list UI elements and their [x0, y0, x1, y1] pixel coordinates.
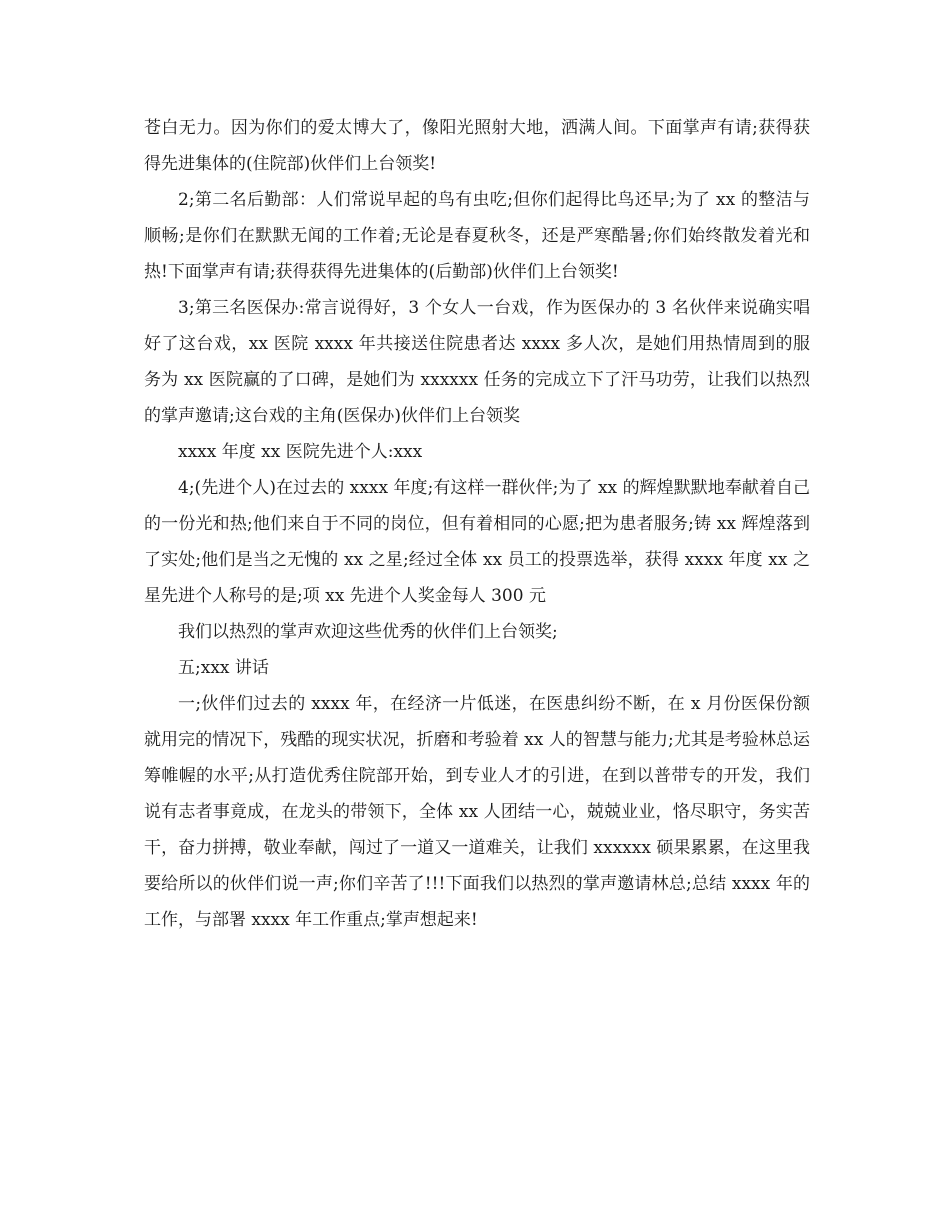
paragraph-8: 一;伙伴们过去的 xxxx 年，在经济一片低迷，在医患纠纷不断，在 x 月份医保份额就用完的情况下，残酷的现实状况，折磨和考验着 xx 人的智慧与能力;尤其是考验林总运筹帷幄的水平;从打造优秀住院部开始，到专业人才的引进，在到以普带专的开发，我们说有志者事竟成，在龙头的带领下，全体 xx 人团结一心，兢兢业业，恪尽职守，务实苦干，奋力拼搏，敬业奉献，闯过了一道又一道难关，让我们 xxxxxx 硕果累累，在这里我要给所以的伙伴们说一声;你们辛苦了!!!下面我们以热烈的掌声邀请林总;总结 xxxx 年的工作，与部署 xxxx 年工作重点;掌声想起来! [144, 694, 810, 930]
paragraph-2: 2;第二名后勤部：人们常说早起的鸟有虫吃;但你们起得比鸟还早;为了 xx 的整洁与顺畅;是你们在默默无闻的工作着;无论是春夏秋冬，还是严寒酷暑;你们始终散发着光和热!下面掌声有请;获得获得先进集体的(后勤部)伙伴们上台领奖! [144, 190, 810, 282]
document-page [144, 110, 810, 938]
paragraph-1: 苍白无力。因为你们的爱太博大了，像阳光照射大地，洒满人间。下面掌声有请;获得获得先进集体的(住院部)伙伴们上台领奖! [144, 118, 810, 174]
paragraph-7: 五;xxx 讲话 [178, 658, 269, 678]
paragraph-3: 3;第三名医保办:常言说得好，3 个女人一台戏，作为医保办的 3 名伙伴来说确实唱好了这台戏，xx 医院 xxxx 年共接送住院患者达 xxxx 多人次，是她们用热情周到的服务为 xx 医院赢的了口碑，是她们为 xxxxxx 任务的完成立下了汗马功劳，让我们以热烈的掌声邀请;这台戏的主角(医保办)伙伴们上台领奖 [144, 298, 810, 426]
paragraph-4: xxxx 年度 xx 医院先进个人:xxx [178, 442, 423, 462]
paragraph-5: 4;(先进个人)在过去的 xxxx 年度;有这样一群伙伴;为了 xx 的辉煌默默地奉献着自己的一份光和热;他们来自于不同的岗位，但有着相同的心愿;把为患者服务;铸 xx 辉煌落到了实处;他们是当之无愧的 xx 之星;经过全体 xx 员工的投票选举，获得 xxxx 年度 xx 之星先进个人称号的是;项 xx 先进个人奖金每人 300 元 [144, 478, 810, 606]
paragraph-6: 我们以热烈的掌声欢迎这些优秀的伙伴们上台领奖; [178, 622, 558, 642]
